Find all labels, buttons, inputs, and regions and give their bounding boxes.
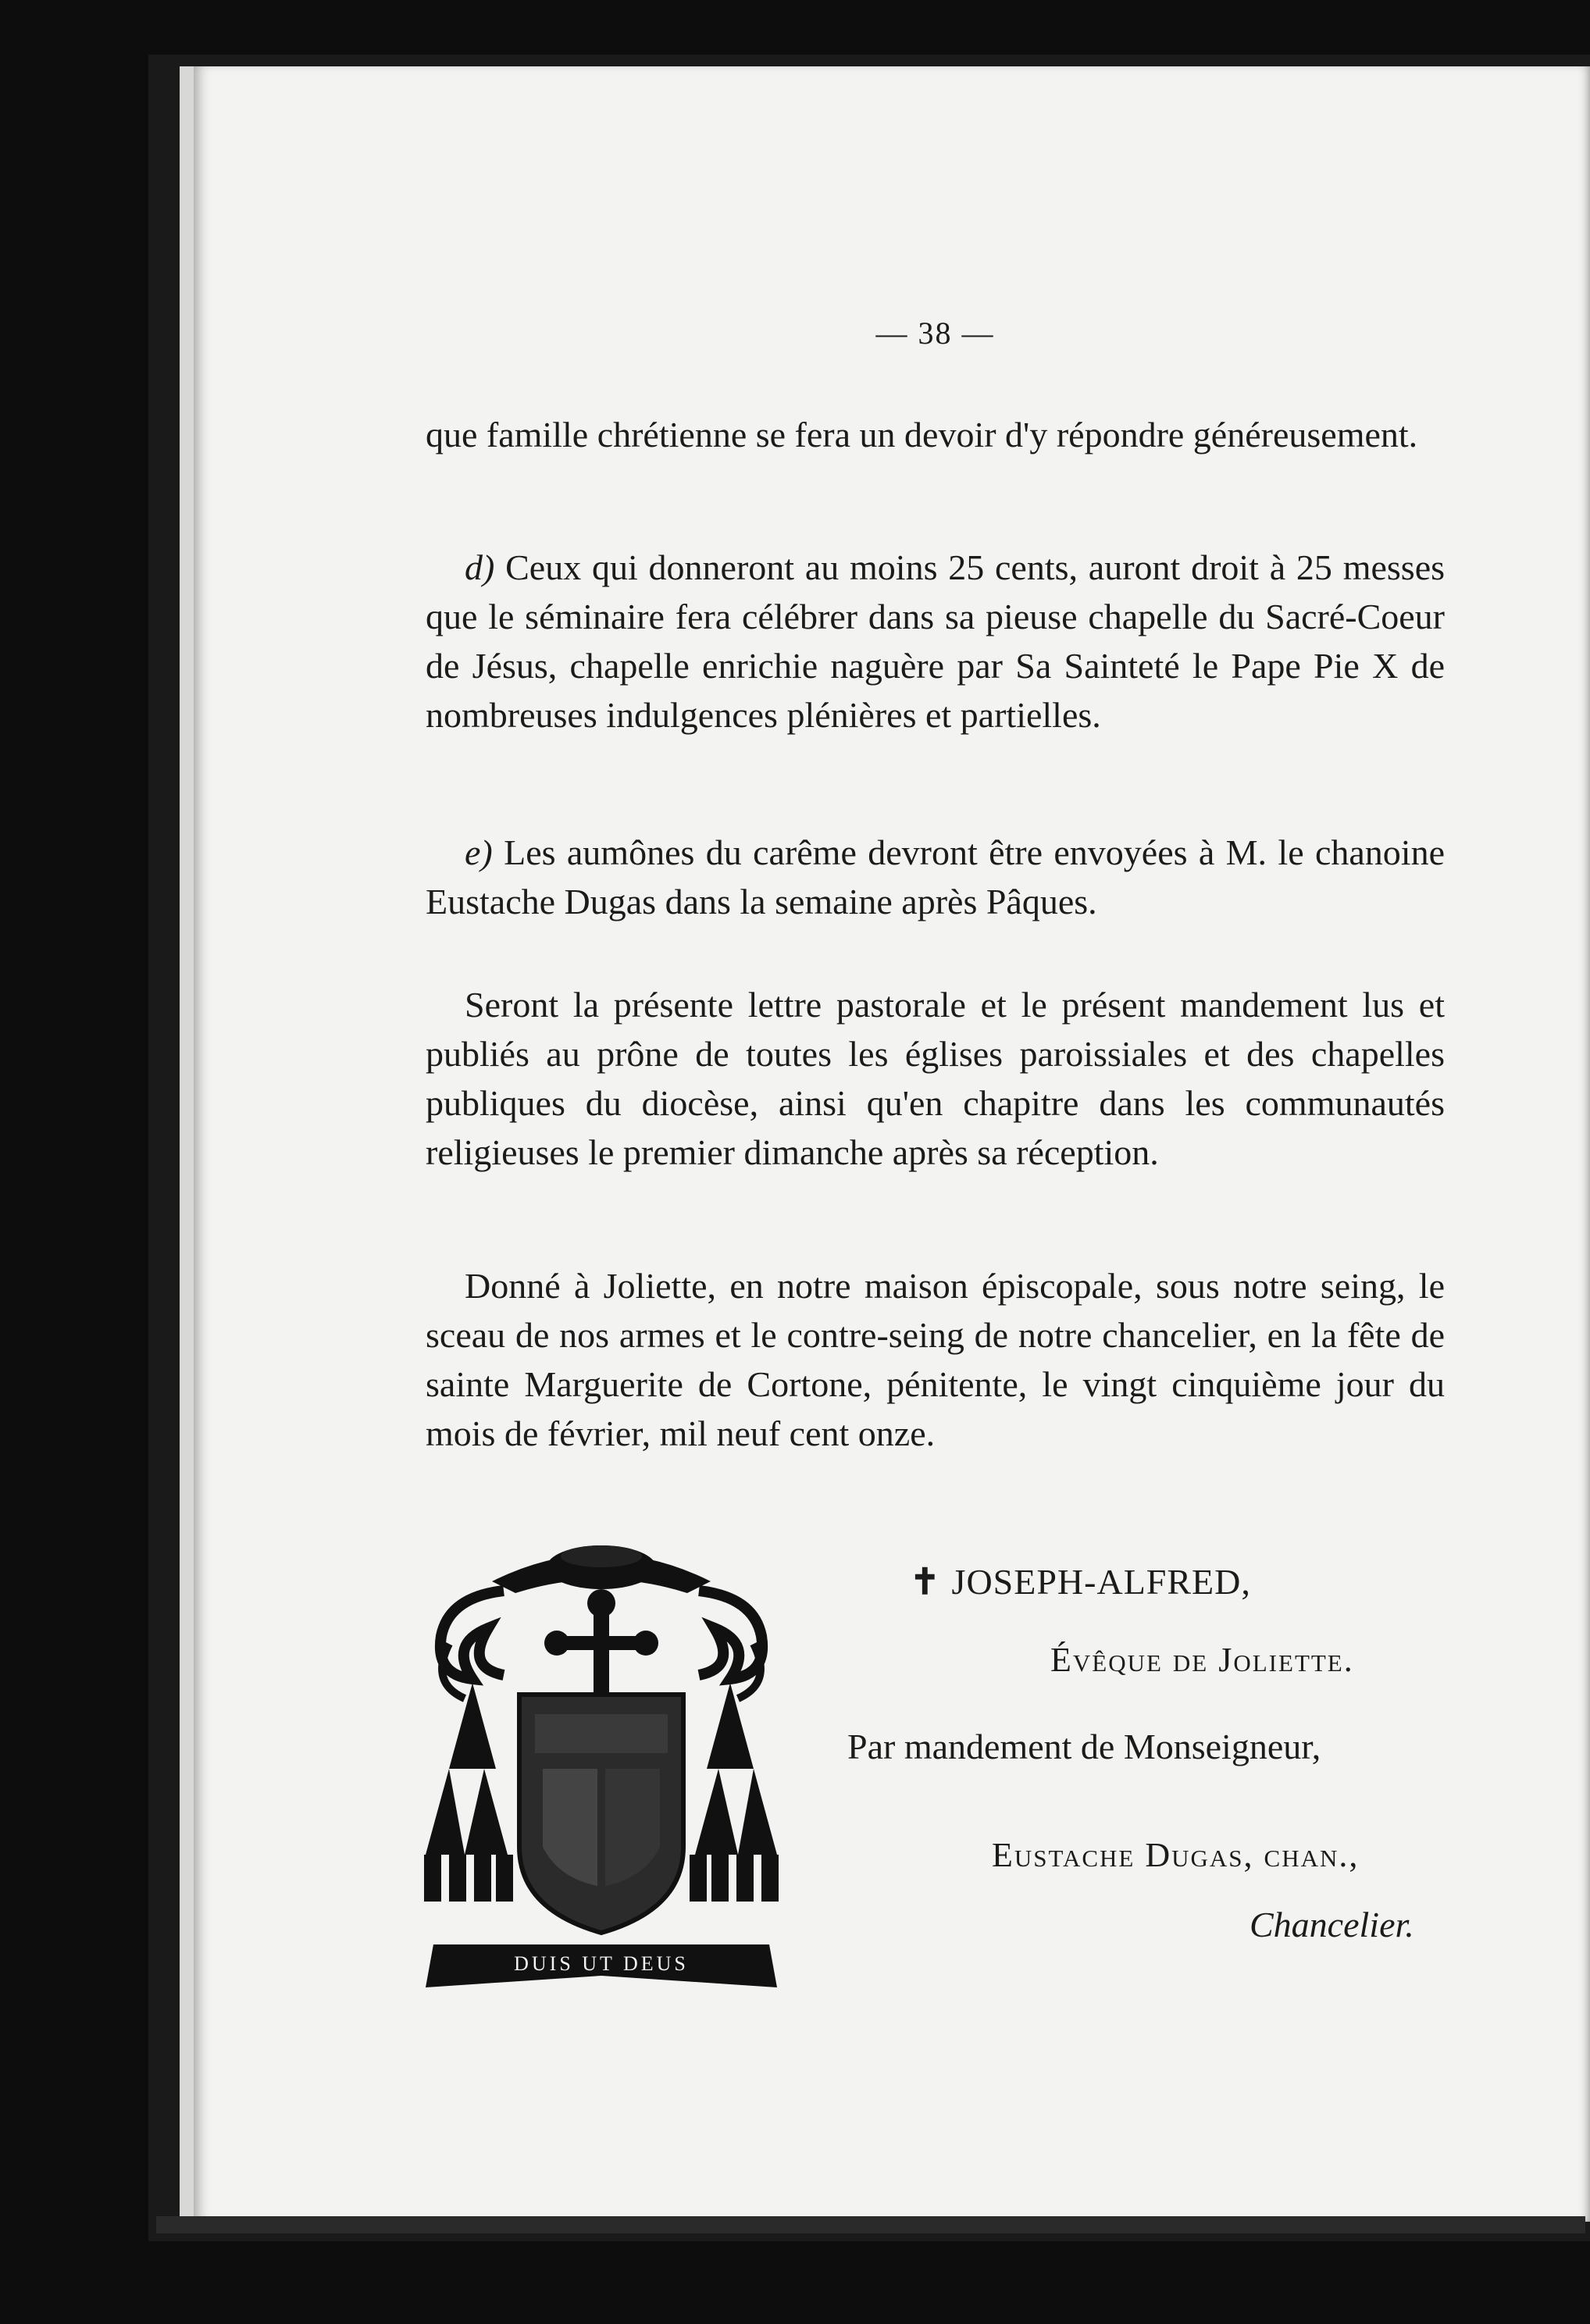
item-label: d): [465, 547, 495, 587]
chancellor-name: Eustache Dugas, chan.,: [992, 1836, 1360, 1874]
signature-name-text: JOSEPH-ALFRED,: [951, 1562, 1251, 1602]
paragraph-publication: [426, 980, 1445, 1177]
paragraph-text: Seront la présente lettre pastorale et le présent mandement lus et publiés au prône de toutes les églises paroissiales et des chapelles publiques du diocèse, ainsi qu'en chapitre dans les communautés religieuses le premier dimanche après sa réception.: [426, 985, 1445, 1172]
paragraph-text: que famille chrétienne se fera un devoir d'y répondre généreusement.: [426, 415, 1418, 454]
svg-text:DUIS UT DEUS: DUIS UT DEUS: [514, 1952, 689, 1975]
paragraph-given-at: [426, 1261, 1445, 1458]
page-bottom-edge: [156, 2216, 1585, 2233]
paragraph-item-e: [426, 828, 1445, 926]
chancellor-role: Chancelier.: [1250, 1905, 1414, 1944]
page-number: — 38 —: [875, 315, 995, 351]
paragraph-item-d: [426, 543, 1445, 740]
bishop-title: Évêque de Joliette.: [1050, 1641, 1354, 1679]
cross-icon: ✝: [910, 1562, 941, 1602]
mandate-line: Par mandement de Monseigneur,: [847, 1727, 1321, 1766]
paragraph-text: Donné à Joliette, en notre maison épiscopale, sous notre seing, le sceau de nos armes et le contre-seing de notre chancelier, en la fête de sainte Marguerite de Cortone, pénitente, le vingt cinquième jour du mois de février, mil neuf cent onze.: [426, 1266, 1445, 1453]
paragraph-text: Ceux qui donneront au moins 25 cents, auront droit à 25 messes que le séminaire fera célébrer dans sa pieuse chapelle du Sacré-Coeur de Jésus, chapelle enrichie naguère par Sa Sainteté le Pape Pie X de nombreuses indulgences plénières et partielles.: [426, 547, 1446, 735]
paragraph-text: Les aumônes du carême devront être envoyées à M. le chanoine Eustache Dugas dans la semaine après Pâques.: [426, 832, 1445, 921]
episcopal-coat-of-arms-icon: [418, 1519, 785, 2007]
paragraph-continuation: [426, 410, 1445, 459]
bishop-signature-name: [910, 1560, 1251, 1602]
item-label: e): [465, 832, 493, 872]
